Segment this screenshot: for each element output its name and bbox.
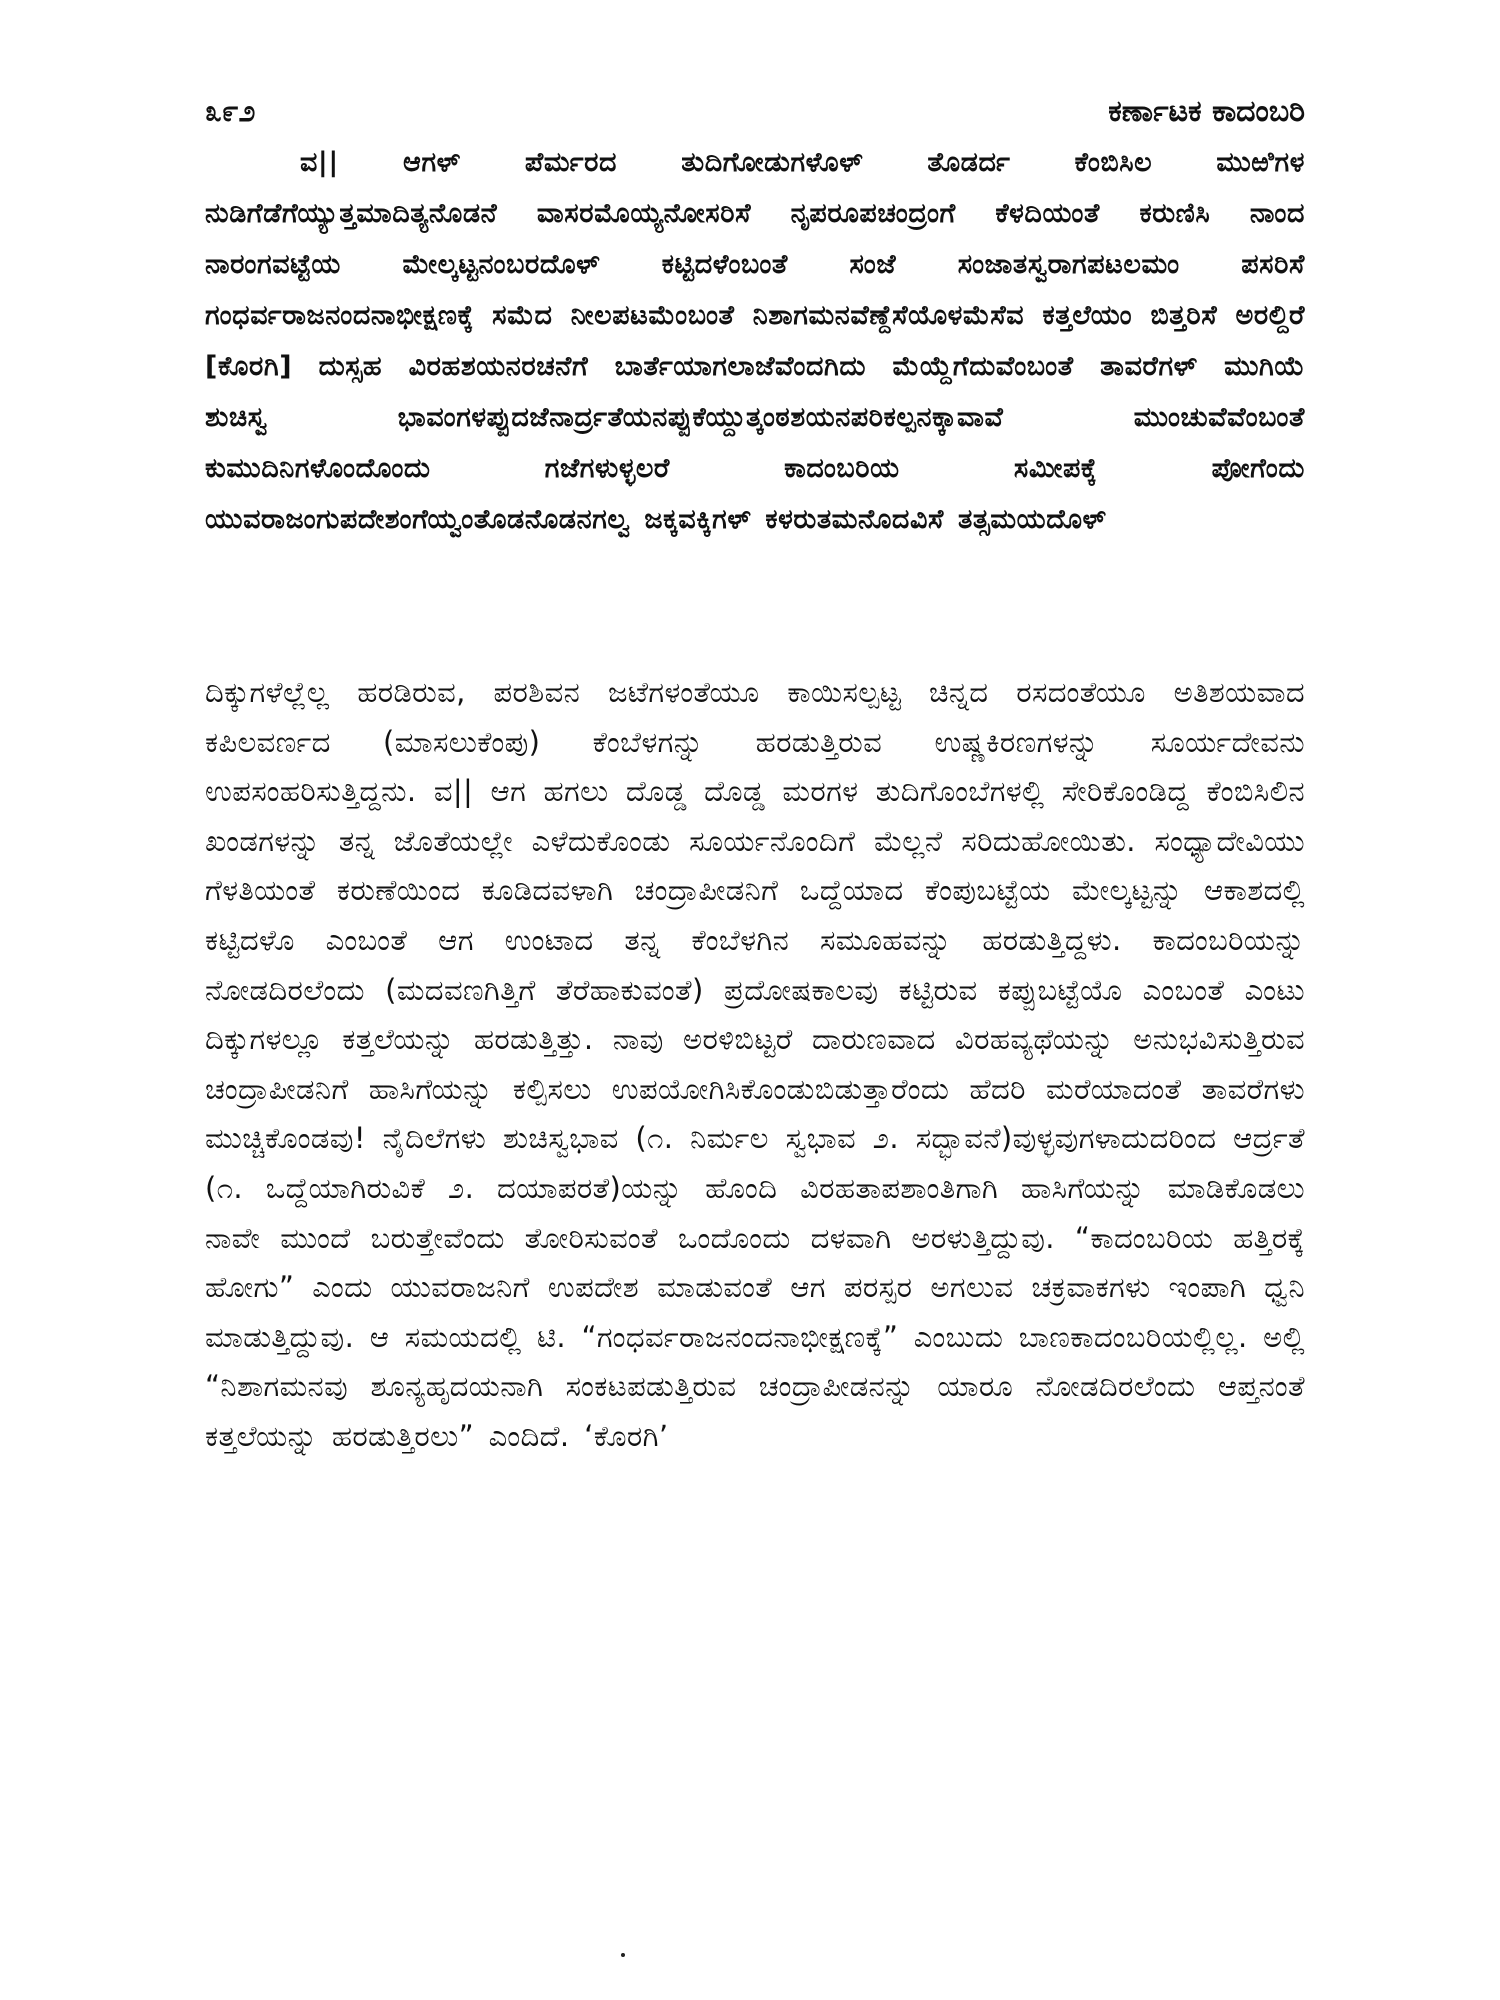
scan-speck xyxy=(621,1953,625,1957)
book-page xyxy=(205,95,1305,1975)
page-number: ೩೯೨ xyxy=(205,94,256,129)
prose-translation-paragraph: ದಿಕ್ಕುಗಳೆಲ್ಲೆಲ್ಲ ಹರಡಿರುವ, ಪರಶಿವನ ಜಟೆಗಳಂತೆಯೂ ಕಾಯಿಸಲ್ಪಟ್ಟ ಚಿನ್ನದ ರಸದಂತೆಯೂ ಅತಿಶಯವಾದ ಕಪಿಲವರ್ಣದ (ಮಾಸಲುಕೆಂಪು) ಕೆಂಬೆಳಗನ್ನು ಹರಡುತ್ತಿರುವ ಉಷ್ಣಕಿರಣಗಳನ್ನು ಸೂರ್ಯದೇವನು ಉಪಸಂಹರಿಸುತ್ತಿದ್ದನು. ವ|| ಆಗ ಹಗಲು ದೊಡ್ಡ ದೊಡ್ಡ ಮರಗಳ ತುದಿಗೊಂಬೆಗಳಲ್ಲಿ ಸೇರಿಕೊಂಡಿದ್ದ ಕೆಂಬಿಸಿಲಿನ ಖಂಡಗಳನ್ನು ತನ್ನ ಜೊತೆಯಲ್ಲೇ ಎಳೆದುಕೊಂಡು ಸೂರ್ಯನೊಂದಿಗೆ ಮೆಲ್ಲನೆ ಸರಿದುಹೋಯಿತು. ಸಂಧ್ಯಾದೇವಿಯು ಗೆಳತಿಯಂತೆ ಕರುಣೆಯಿಂದ ಕೂಡಿದವಳಾಗಿ ಚಂದ್ರಾಪೀಡನಿಗೆ ಒದ್ದೆಯಾದ ಕೆಂಪುಬಟ್ಟೆಯ ಮೇಲ್ಕಟ್ಟನ್ನು ಆಕಾಶದಲ್ಲಿ ಕಟ್ಟಿದಳೊ ಎಂಬಂತೆ ಆಗ ಉಂಟಾದ ತನ್ನ ಕೆಂಬೆಳಗಿನ ಸಮೂಹವನ್ನು ಹರಡುತ್ತಿದ್ದಳು. ಕಾದಂಬರಿಯನ್ನು ನೋಡದಿರಲೆಂದು (ಮದವಣಗಿತ್ತಿಗೆ ತೆರೆಹಾಕುವಂತೆ) ಪ್ರದೋಷಕಾಲವು ಕಟ್ಟಿರುವ ಕಪ್ಪುಬಟ್ಟೆಯೊ ಎಂಬಂತೆ ಎಂಟು ದಿಕ್ಕುಗಳಲ್ಲೂ ಕತ್ತಲೆಯನ್ನು ಹರಡುತ್ತಿತ್ತು. ನಾವು ಅರಳಿಬಿಟ್ಟರೆ ದಾರುಣವಾದ ವಿರಹವ್ಯಥೆಯನ್ನು ಅನುಭವಿಸುತ್ತಿರುವ ಚಂದ್ರಾಪೀಡನಿಗೆ ಹಾಸಿಗೆಯನ್ನು ಕಲ್ಪಿಸಲು ಉಪಯೋಗಿಸಿಕೊಂಡುಬಿಡುತ್ತಾರೆಂದು ಹೆದರಿ ಮರೆಯಾದಂತೆ ತಾವರೆಗಳು ಮುಚ್ಚಿಕೊಂಡವು! ನೈದಿಲೆಗಳು ಶುಚಿಸ್ವಭಾವ (೧. ನಿರ್ಮಲ ಸ್ವಭಾವ ೨. ಸದ್ಭಾವನೆ)ವುಳ್ಳವುಗಳಾದುದರಿಂದ ಆರ್ದ್ರತೆ (೧. ಒದ್ದೆಯಾಗಿರುವಿಕೆ ೨. ದಯಾಪರತೆ)ಯನ್ನು ಹೊಂದಿ ವಿರಹತಾಪಶಾಂತಿಗಾಗಿ ಹಾಸಿಗೆಯನ್ನು ಮಾಡಿಕೊಡಲು ನಾವೇ ಮುಂದೆ ಬರುತ್ತೇವೆಂದು ತೋರಿಸುವಂತೆ ಒಂದೊಂದು ದಳವಾಗಿ ಅರಳುತ್ತಿದ್ದುವು. “ಕಾದಂಬರಿಯ ಹತ್ತಿರಕ್ಕೆ ಹೋಗು” ಎಂದು ಯುವರಾಜನಿಗೆ ಉಪದೇಶ ಮಾಡುವಂತೆ ಆಗ ಪರಸ್ಪರ ಅಗಲುವ ಚಕ್ರವಾಕಗಳು ಇಂಪಾಗಿ ಧ್ವನಿ ಮಾಡುತ್ತಿದ್ದುವು. ಆ ಸಮಯದಲ್ಲಿ ಟಿ. “ಗಂಧರ್ವರಾಜನಂದನಾಭೀಕ್ಷಣಕ್ಕೆ” ಎಂಬುದು ಬಾಣಕಾದಂಬರಿಯಲ್ಲಿಲ್ಲ. ಅಲ್ಲಿ “ನಿಶಾಗಮನವು ಶೂನ್ಯಹೃದಯನಾಗಿ ಸಂಕಟಪಡುತ್ತಿರುವ ಚಂದ್ರಾಪೀಡನನ್ನು ಯಾರೂ ನೋಡದಿರಲೆಂದು ಆಪ್ತನಂತೆ ಕತ್ತಲೆಯನ್ನು ಹರಡುತ್ತಿರಲು” ಎಂದಿದೆ. ‘ಕೊರಗಿ’ xyxy=(205,675,1305,1453)
running-head xyxy=(205,95,1305,129)
verse-paragraph: ವ|| ಆಗಳ್ ಪೆರ್ಮರದ ತುದಿಗೋಡುಗಳೊಳ್ ತೊಡರ್ದ ಕೆಂಬಿಸಿಲ ಮುಱಿಗಳ ನುಡಿಗೆಡೆಗೆಯ್ಯುತ್ತಮಾದಿತ್ಯನೊಡನೆ ವಾಸರಮೊಯ್ಯನೋಸರಿಸೆ ನೃಪರೂಪಚಂದ್ರಂಗೆ ಕೆಳದಿಯಂತೆ ಕರುಣಿಸಿ ನಾಂದ ನಾರಂಗವಟ್ಟೆಯ ಮೇಲ್ಕಟ್ಟನಂಬರದೊಳ್ ಕಟ್ಟಿದಳೆಂಬಂತೆ ಸಂಜೆ ಸಂಜಾತಸ್ವರಾಗಪಟಲಮಂ ಪಸರಿಸೆ ಗಂಧರ್ವರಾಜನಂದನಾಭೀಕ್ಷಣಕ್ಕೆ ಸಮೆದ ನೀಲಪಟಮೆಂಬಂತೆ ನಿಶಾಗಮನವೆಣ್ದೆಸೆಯೊಳಮೆಸೆವ ಕತ್ತಲೆಯಂ ಬಿತ್ತರಿಸೆ ಅರಲ್ದಿರೆ [ಕೊರಗಿ] ದುಸ್ಸಹ ವಿರಹಶಯನರಚನೆಗೆ ಬಾರ್ತೆಯಾಗಲಾಜೆವೆಂದಗಿದು ಮೆಯ್ದೆಗೆದುವೆಂಬಂತೆ ತಾವರೆಗಳ್ ಮುಗಿಯೆ ಶುಚಿಸ್ವ ಭಾವಂಗಳಪ್ಪುದಜೆನಾರ್ದ್ರತೆಯನಪ್ಪುಕೆಯ್ದುತ್ಕಂಠಶಯನಪರಿಕಲ್ಪನಕ್ಕಾವಾವೆ ಮುಂಚುವೆವೆಂಬಂತೆ ಕುಮುದಿನಿಗಳೊಂದೊಂದು ಗಜೆಗಳುಳ್ಳಲರೆ ಕಾದಂಬರಿಯ ಸಮೀಪಕ್ಕೆ ಪೋಗೆಂದು ಯುವರಾಜಂಗುಪದೇಶಂಗೆಯ್ವಂತೊಡನೊಡನಗಲ್ವ ಜಕ್ಕವಕ್ಕಿಗಳ್ ಕಳರುತಮನೊದವಿಸೆ ತತ್ಸಮಯದೊಳ್ xyxy=(205,147,1305,535)
book-title: ಕರ್ಣಾಟಕ ಕಾದಂಬರಿ xyxy=(1108,94,1305,129)
